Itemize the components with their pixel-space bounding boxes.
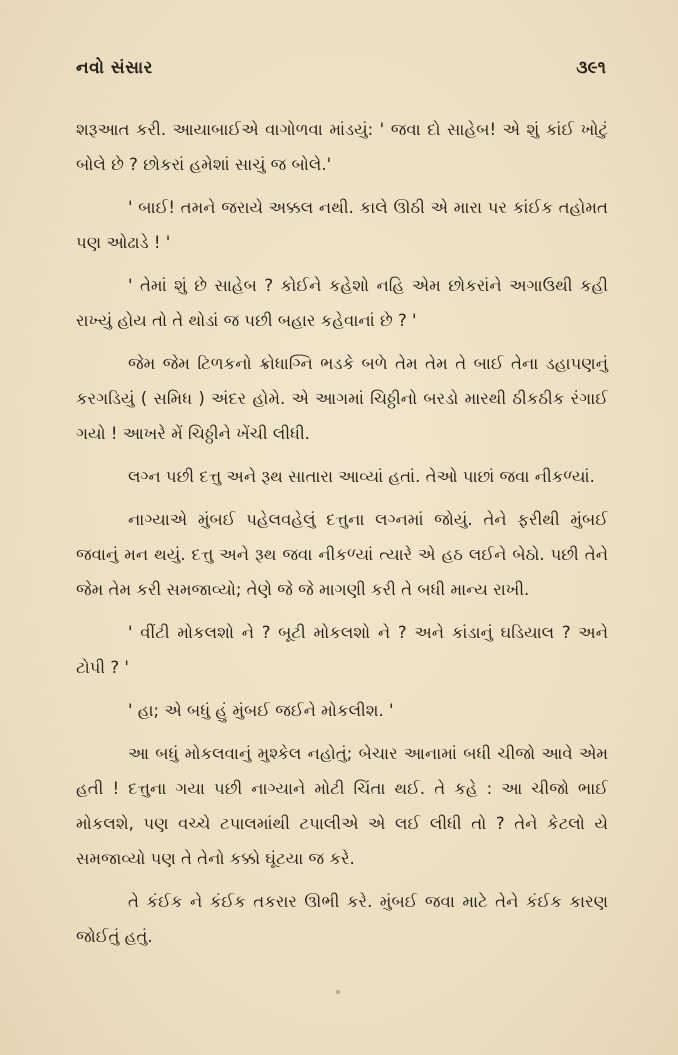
paragraph-3: ' તેમાં શું છે સાહેબ ? કોઈને કહેશો નહિ એમ છોકરાંને અગાઉથી કહી રાખ્યું હોય તો તે થોડાં જ પછી બહાર કહેવાનાં છે ? ' [76, 276, 608, 330]
page-number: ૩૯૧ [576, 58, 606, 78]
paragraph-4: જેમ જેમ ટિળકનો ક્રોધાગ્નિ ભડકે બળે તેમ તેમ તે બાઈ તેના ડહાપણનું કરગડિયું ( સમિધ ) અંદર હોમે. એ આગમાં ચિઠ્ઠીનો બરડો મારથી ઠીકઠીક રંગાઈ ગયો ! આખરે મેં ચિઠ્ઠીને ખેંચી લીધી. [76, 354, 608, 443]
paragraph-1: શરૂઆત કરી. આયાબાઈએ વાગોળવા માંડયું: ' જવા દો સાહેબ! એ શું કાંઈ ખોટું બોલે છે ? છોકરાં હમેશાં સાચું જ બોલે.' [76, 120, 608, 174]
body-text [76, 112, 608, 962]
paragraph-9: આ બધું મોકલવાનું મુશ્કેલ નહોતું; બેચાર આનામાં બધી ચીજો આવે એમ હતી ! દત્તુના ગયા પછી નાગ્યાને મોટી ચિંતા થઈ. તે કહે : આ ચીજો ભાઈ મોકલશે, પણ વચ્ચે ટપાલમાંથી ટપાલીએ એ લઈ લીધી તો ? તેને કેટલો યે સમજાવ્યો પણ તે તેનો કક્કો ઘૂંટયા જ કરે. [76, 744, 608, 868]
paragraph-7: ' વીંટી મોકલશો ને ? બૂટી મોકલશો ને ? અને કાંડાનું ઘડિયાલ ? અને ટોપી ? ' [76, 623, 608, 677]
paragraph-6: નાગ્યાએ મુંબઈ પહેલવહેલું દત્તુના લગ્નમાં જોયું. તેને ફરીથી મુંબઈ જવાનું મન થયું. દત્તુ અને રૂથ જવા નીકળ્યાં ત્યારે એ હઠ લઈને બેઠો. પછી તેને જેમ તેમ કરી સમજાવ્યો; તેણે જે જે માગણી કરી તે બધી માન્ય રાખી. [76, 510, 608, 599]
paragraph-8: ' હા; એ બધું હું મુંબઈ જઈને મોકલીશ. ' [128, 701, 394, 720]
running-header [76, 58, 606, 88]
print-speck [336, 990, 340, 994]
paragraph-5: લગ્ન પછી દત્તુ અને રૂથ સાતારા આવ્યાં હતાં. તેઓ પાછાં જવા નીકળ્યાં. [128, 467, 595, 486]
paragraph-10: તે કંઈક ને કંઈક તકરાર ઊભી કરે. મુંબઈ જવા માટે તેને કંઈક કારણ જોઈતું હતું. [76, 892, 608, 946]
chapter-title: નવો સંસાર [76, 58, 153, 78]
paragraph-2: ' બાઈ! તમને જરાયે અક્કલ નથી. કાલે ઊઠી એ મારા પર કાંઈક તહોમત પણ ઓઢાડે ! ' [76, 198, 608, 252]
